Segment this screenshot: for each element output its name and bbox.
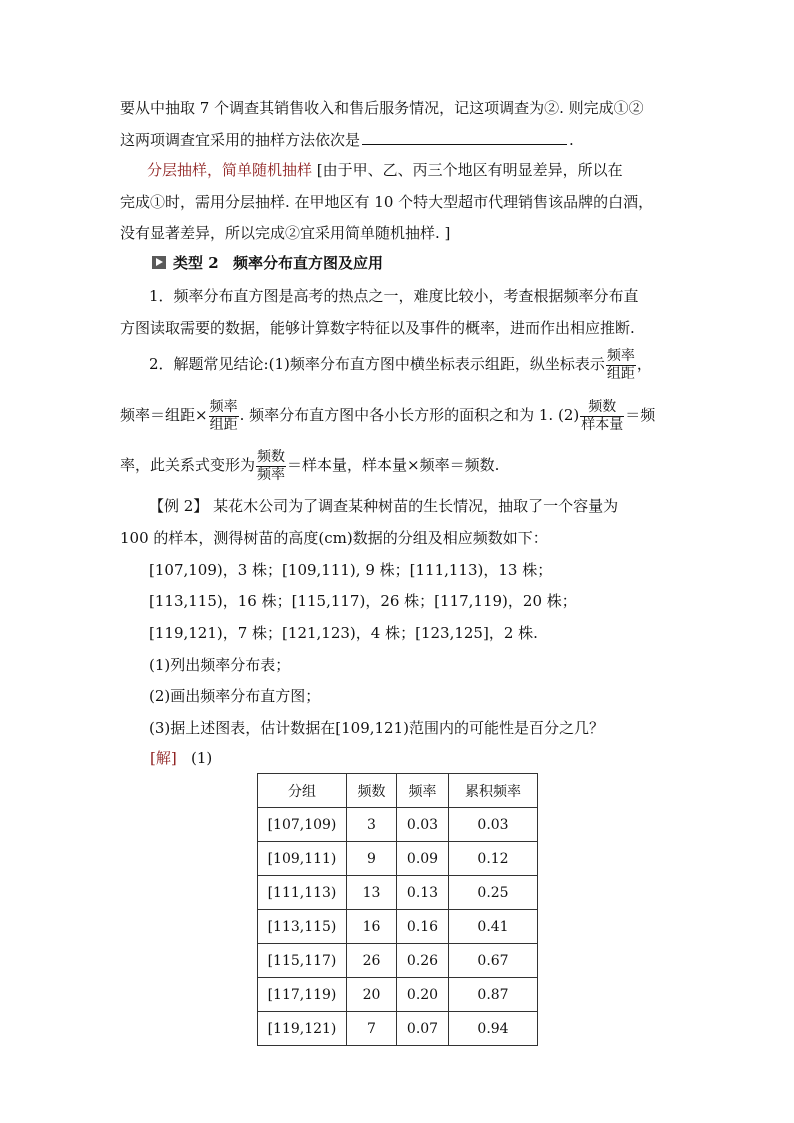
section-title: 频率分布直方图及应用 [232, 254, 383, 272]
example-line [149, 496, 618, 516]
table-cell: [115,117) [258, 944, 347, 978]
column-header: 累积频率 [449, 774, 538, 808]
table-cell: 0.67 [449, 944, 538, 978]
fraction-denominator: 样本量 [581, 416, 624, 433]
table-cell: 13 [347, 876, 397, 910]
answer-blank [362, 130, 567, 145]
fraction-numerator: 频数 [257, 448, 286, 465]
question-line: (1)列出频率分布表； [149, 656, 291, 674]
table-cell: 16 [347, 910, 397, 944]
data-line: [107,109)，3 株；[109,111), 9 株；[111,113)，13 株； [149, 561, 553, 579]
table-row [258, 1012, 538, 1046]
table-cell: 0.94 [449, 1012, 538, 1046]
table-cell: 0.25 [449, 876, 538, 910]
solution-part: (1) [191, 749, 213, 767]
data-line: [119,121)，7 株；[121,123)，4 株；[123,125]，2 株. [149, 624, 538, 642]
table-header-row [258, 774, 538, 808]
section-type-label: 类型 2 [173, 254, 219, 272]
column-header: 分组 [258, 774, 347, 808]
paragraph-line: 方图读取需要的数据，能够计算数字特征以及事件的概率，进而作出相应推断. [120, 319, 635, 337]
play-triangle-icon [152, 256, 166, 269]
table-cell: 0.20 [397, 978, 449, 1012]
paragraph-line [120, 130, 574, 150]
table-cell: 9 [347, 842, 397, 876]
question-text: 这两项调查宜采用的抽样方法依次是 [120, 131, 361, 149]
fraction-numerator: 频数 [580, 399, 624, 417]
data-line: [113,115)，16 株；[115,117)，26 株；[117,119)，20 株； [149, 592, 577, 610]
fraction-numerator: 频率 [606, 347, 635, 364]
paragraph-line: 1．频率分布直方图是高考的热点之一，难度比较小，考查根据频率分布直 [149, 287, 639, 305]
table-cell: 0.09 [397, 842, 449, 876]
answer-line: 完成①时，需用分层抽样. 在甲地区有 10 个特大型超市代理销售该品牌的白酒， [120, 193, 654, 211]
fraction-denominator: 频率 [257, 466, 286, 483]
paragraph-line: 要从中抽取 7 个调查其销售收入和售后服务情况，记这项调查为②. 则完成①② [120, 99, 644, 117]
paragraph-line [149, 346, 652, 383]
table-row [258, 910, 538, 944]
frequency-table [257, 773, 538, 1046]
table-row [258, 808, 538, 842]
answer-line [147, 160, 623, 180]
fraction [580, 399, 624, 434]
table-cell: 0.87 [449, 978, 538, 1012]
table-row [258, 944, 538, 978]
table-cell: [119,121) [258, 1012, 347, 1046]
table-cell: 3 [347, 808, 397, 842]
table-cell: 0.03 [397, 808, 449, 842]
question-line: (3)据上述图表，估计数据在[109,121)范围内的可能性是百分之几？ [149, 719, 604, 737]
example-label: 【例 2】 [149, 497, 209, 515]
table-row [258, 978, 538, 1012]
answer-line: 没有显著差异，所以完成②宜采用简单随机抽样. ] [120, 224, 451, 242]
example-line: 100 的样本，测得树苗的高度(cm)数据的分组及相应频数如下： [120, 529, 548, 547]
conclusion-text: . 频率分布直方图中各小长方形的面积之和为 1. (2) [239, 406, 580, 424]
table-cell: 0.26 [397, 944, 449, 978]
answer-explanation: [由于甲、乙、丙三个地区有明显差异，所以在 [312, 161, 623, 179]
solution-label: [解] [150, 749, 177, 767]
table-row [258, 876, 538, 910]
section-heading [152, 253, 383, 273]
table-cell: 0.12 [449, 842, 538, 876]
fraction-denominator: 组距 [606, 365, 635, 382]
fraction-numerator: 频率 [209, 398, 238, 415]
table-cell: [107,109) [258, 808, 347, 842]
fraction [606, 348, 636, 383]
table-cell: [113,115) [258, 910, 347, 944]
table-cell: 7 [347, 1012, 397, 1046]
fraction [256, 449, 286, 484]
comma: ， [636, 355, 652, 373]
paragraph-line [120, 397, 655, 434]
table-cell: [117,119) [258, 978, 347, 1012]
conclusion-text: 频率＝组距× [120, 406, 208, 424]
example-text: 某花木公司为了调查某种树苗的生长情况，抽取了一个容量为 [208, 497, 619, 515]
column-header: 频率 [397, 774, 449, 808]
table-cell: 0.16 [397, 910, 449, 944]
answer-highlight: 分层抽样，简单随机抽样 [147, 161, 313, 179]
paragraph-line [120, 447, 499, 484]
fraction-denominator: 组距 [209, 416, 238, 433]
table-cell: 0.41 [449, 910, 538, 944]
period: . [569, 131, 574, 149]
table-cell: [111,113) [258, 876, 347, 910]
solution-line [150, 748, 212, 768]
conclusion-text: 2．解题常见结论:(1)频率分布直方图中横坐标表示组距，纵坐标表示 [149, 355, 605, 373]
table-row [258, 842, 538, 876]
fraction [209, 399, 239, 434]
question-line: (2)画出频率分布直方图； [149, 687, 321, 705]
table-cell: 20 [347, 978, 397, 1012]
table-cell: 0.13 [397, 876, 449, 910]
column-header: 频数 [347, 774, 397, 808]
table-cell: [109,111) [258, 842, 347, 876]
conclusion-text: ＝频 [625, 406, 656, 424]
table-cell: 0.07 [397, 1012, 449, 1046]
conclusion-text: 率，此关系式变形为 [120, 456, 256, 474]
table-cell: 0.03 [449, 808, 538, 842]
table-cell: 26 [347, 944, 397, 978]
conclusion-text: ＝样本量，样本量×频率＝频数. [287, 456, 500, 474]
